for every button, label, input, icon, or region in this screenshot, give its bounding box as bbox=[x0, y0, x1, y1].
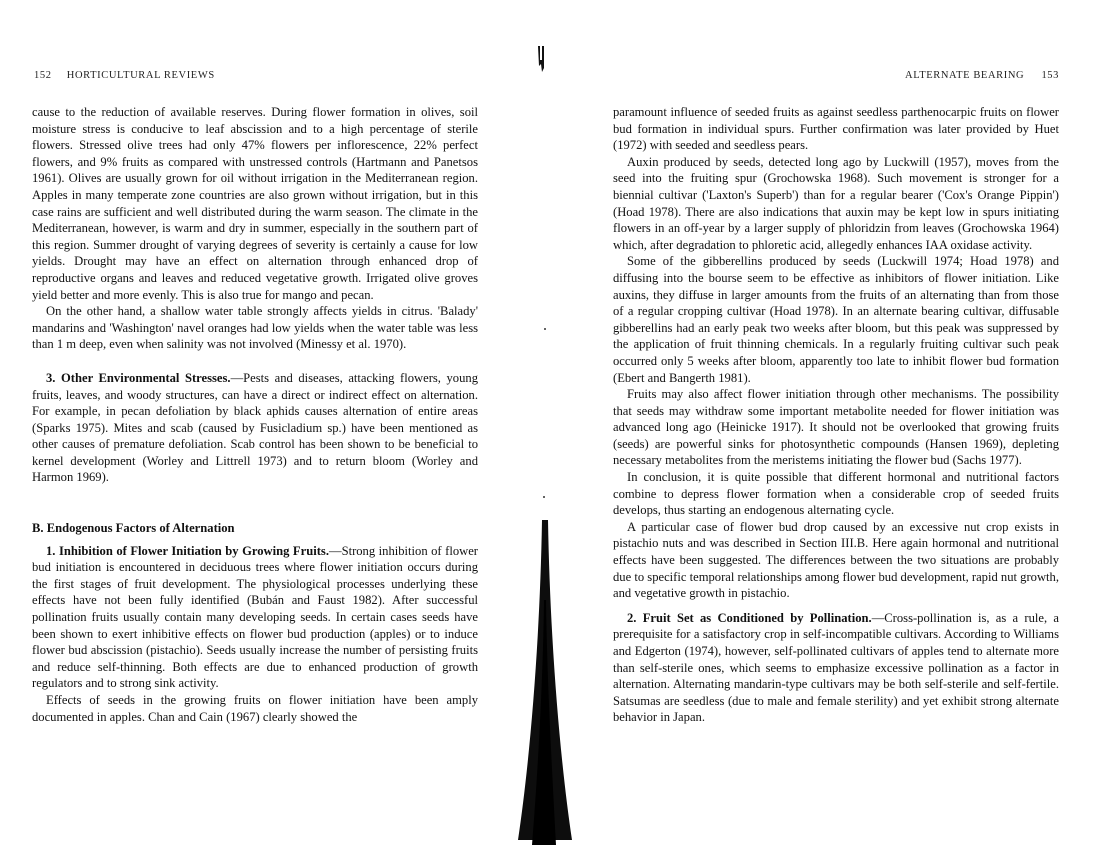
right-running-header bbox=[905, 70, 1059, 81]
right-text-column bbox=[613, 104, 1059, 726]
right-running-head: ALTERNATE BEARING bbox=[905, 70, 1025, 81]
paragraph: A particular case of flower bud drop caused by an excessive nut crop exists in pistachio nuts and was described in Section III.B. Here again hormonal and nutritional effects have been suggested. The differences between the two situations are probably due to specific temporal relationships among flower bud development, rapid nut growth, and vegetative growth in pistachio. bbox=[613, 519, 1059, 601]
left-running-header bbox=[34, 70, 215, 81]
section-paragraph bbox=[613, 610, 1059, 726]
paragraph: Some of the gibberellins produced by seeds (Luckwill 1974; Hoad 1978) and diffusing into the bourse seem to be effective as inhibitors of flower initiation. Like auxins, they diffuse in larger amounts from the fruits of an alternating than from those of a regular cropping cultivar (Hoad 1978). In an alternate bearing cultivar, diffusable gibberellins had an early peak two weeks after bloom, but this peak was suppressed by the application of fruit thinning chemicals. In a regularly fruiting cultivar such peak occurred only 5 weeks after bloom, apparently too late to inhibit flower bud formation (Ebert and Bangerth 1981). bbox=[613, 254, 1059, 385]
left-text-column bbox=[32, 104, 478, 725]
section-body: —Cross-pollination is, as a rule, a prerequisite for a satisfactory crop in self-incompatible cultivars. According to Williams and Edgerton (1974), however, self-pollinated cultivars of apples tend to alternate more than self-sterile ones, which seems to emphasize excessive pollination as a factor in alternation. Alternating mandarin-type cultivars may be both self-sterile and self-fertile. Satsumas are seedless (due to male and female sterility) and yet exhibit strong alternate behavior in Japan. bbox=[613, 610, 1059, 725]
section-run-in-heading: 1. Inhibition of Flower Initiation by Growing Fruits. bbox=[46, 543, 329, 558]
left-running-head: HORTICULTURAL REVIEWS bbox=[66, 70, 215, 81]
section-run-in-heading: 2. Fruit Set as Conditioned by Pollination. bbox=[627, 610, 872, 625]
section-paragraph bbox=[32, 370, 478, 486]
left-page bbox=[0, 0, 530, 849]
paragraph: Auxin produced by seeds, detected long ago by Luckwill (1957), moves from the seed into the fruiting spur (Grochowska 1968). Such movement is stronger for a biennial cultivar ('Laxton's Superb') than for a regular bearer ('Cox's Orange Pippin') (Hoad 1978). There are also indications that auxin may be kept low in spurs initiating flowers in an off-year by a larger supply of phloridzin from leaves (Grochowska 1964) which, after degradation to phloretic acid, allegedly enhances IAA oxidase activity. bbox=[613, 154, 1059, 252]
section-body: —Strong inhibition of flower bud initiation is encountered in deciduous trees where flower initiation occurs during the first stages of fruit development. The physiological processes underlying these effects have not been fully identified (Bubán and Faust 1982). After successful pollination fruits usually contain many developing seeds. In certain cases seeds have been shown to exert inhibitive effects on flower bud production (apples) or to induce flower bud abscission (pistachio). Seeds usually increase the number of persisting fruits and reduce self-thinning. Both effects are due to enhanced production of growth regulators and to strong sink activity. bbox=[32, 543, 478, 691]
section-heading: B. Endogenous Factors of Alternation bbox=[32, 521, 235, 536]
paragraph: Fruits may also affect flower initiation through other mechanisms. The possibility that seeds may withdraw some important metabolite needed for flower initiation was advanced long ago (Heinicke 1917). It should not be overlooked that growing fruits (seeds) are powerful sinks for photosynthetic compounds (Hansen 1969), depleting necessary metabolites from the meristems initiating the flower bud (Sachs 1977). bbox=[613, 387, 1059, 468]
section-body: —Pests and diseases, attacking flowers, young fruits, leaves, and woody structures, can have a direct or indirect effect on alternation. For example, in pecan defoliation by black aphids causes alternation of entire areas (Sparks 1975). Mites and scab (caused by Fusicladium sp.) have been mentioned as other causes of premature defoliation. Scab control has been shown to be beneficial to kernel development (Worley and Littrell 1973) and to return bloom (Worley and Harmon 1969). bbox=[32, 370, 478, 485]
right-page-number: 153 bbox=[1041, 70, 1059, 81]
paragraph: cause to the reduction of available reserves. During flower formation in olives, soil moisture stress is conducive to leaf abscission and to a high percentage of sterile flowers. Stressed olive trees had only 47% flowers per inflorescence, 22% perfect flowers, and 9% fruits as compared with unstressed controls (Hartmann and Panetsos 1961). Olives are usually grown for oil without irrigation in the Mediterranean region. Apples in many temperate zone countries are also grown without irrigation, but in this case rains are sufficient and well distributed during the warm season. The climate in the Mediterranean, however, is warm and dry in summer, especially in the southern part of this region. Summer drought of varying degrees of severity is certainly a cause for low yields. Drought may have an effect on alternation through enhanced drop of reproductive organs and leaves and reduced vegetative growth. Irrigated olive groves yield better and more evenly. This is also true for mango and pecan. bbox=[32, 105, 478, 302]
right-page bbox=[545, 0, 1099, 849]
paragraph: paramount influence of seeded fruits as against seedless parthenocarpic fruits on flower bud formation in individual spurs. Further confirmation was later provided by Huet (1972) with seeded and seedless pears. bbox=[613, 105, 1059, 153]
section-paragraph bbox=[32, 543, 478, 692]
paragraph: Effects of seeds in the growing fruits on flower initiation have been amply documented in apples. Chan and Cain (1967) clearly showed the bbox=[32, 693, 478, 724]
paragraph: On the other hand, a shallow water table strongly affects yields in citrus. 'Balady' mandarins and 'Washington' navel oranges had low yields when the water table was less than 1 m deep, even when salinity was not involved (Minessy et al. 1970). bbox=[32, 304, 478, 352]
section-run-in-heading: 3. Other Environmental Stresses. bbox=[46, 370, 231, 385]
left-page-number: 152 bbox=[34, 70, 52, 81]
paragraph: In conclusion, it is quite possible that different hormonal and nutritional factors combine to depress flower formation when a considerable crop of seeded fruits develops, thus starting an endogenous alternating cycle. bbox=[613, 470, 1059, 518]
